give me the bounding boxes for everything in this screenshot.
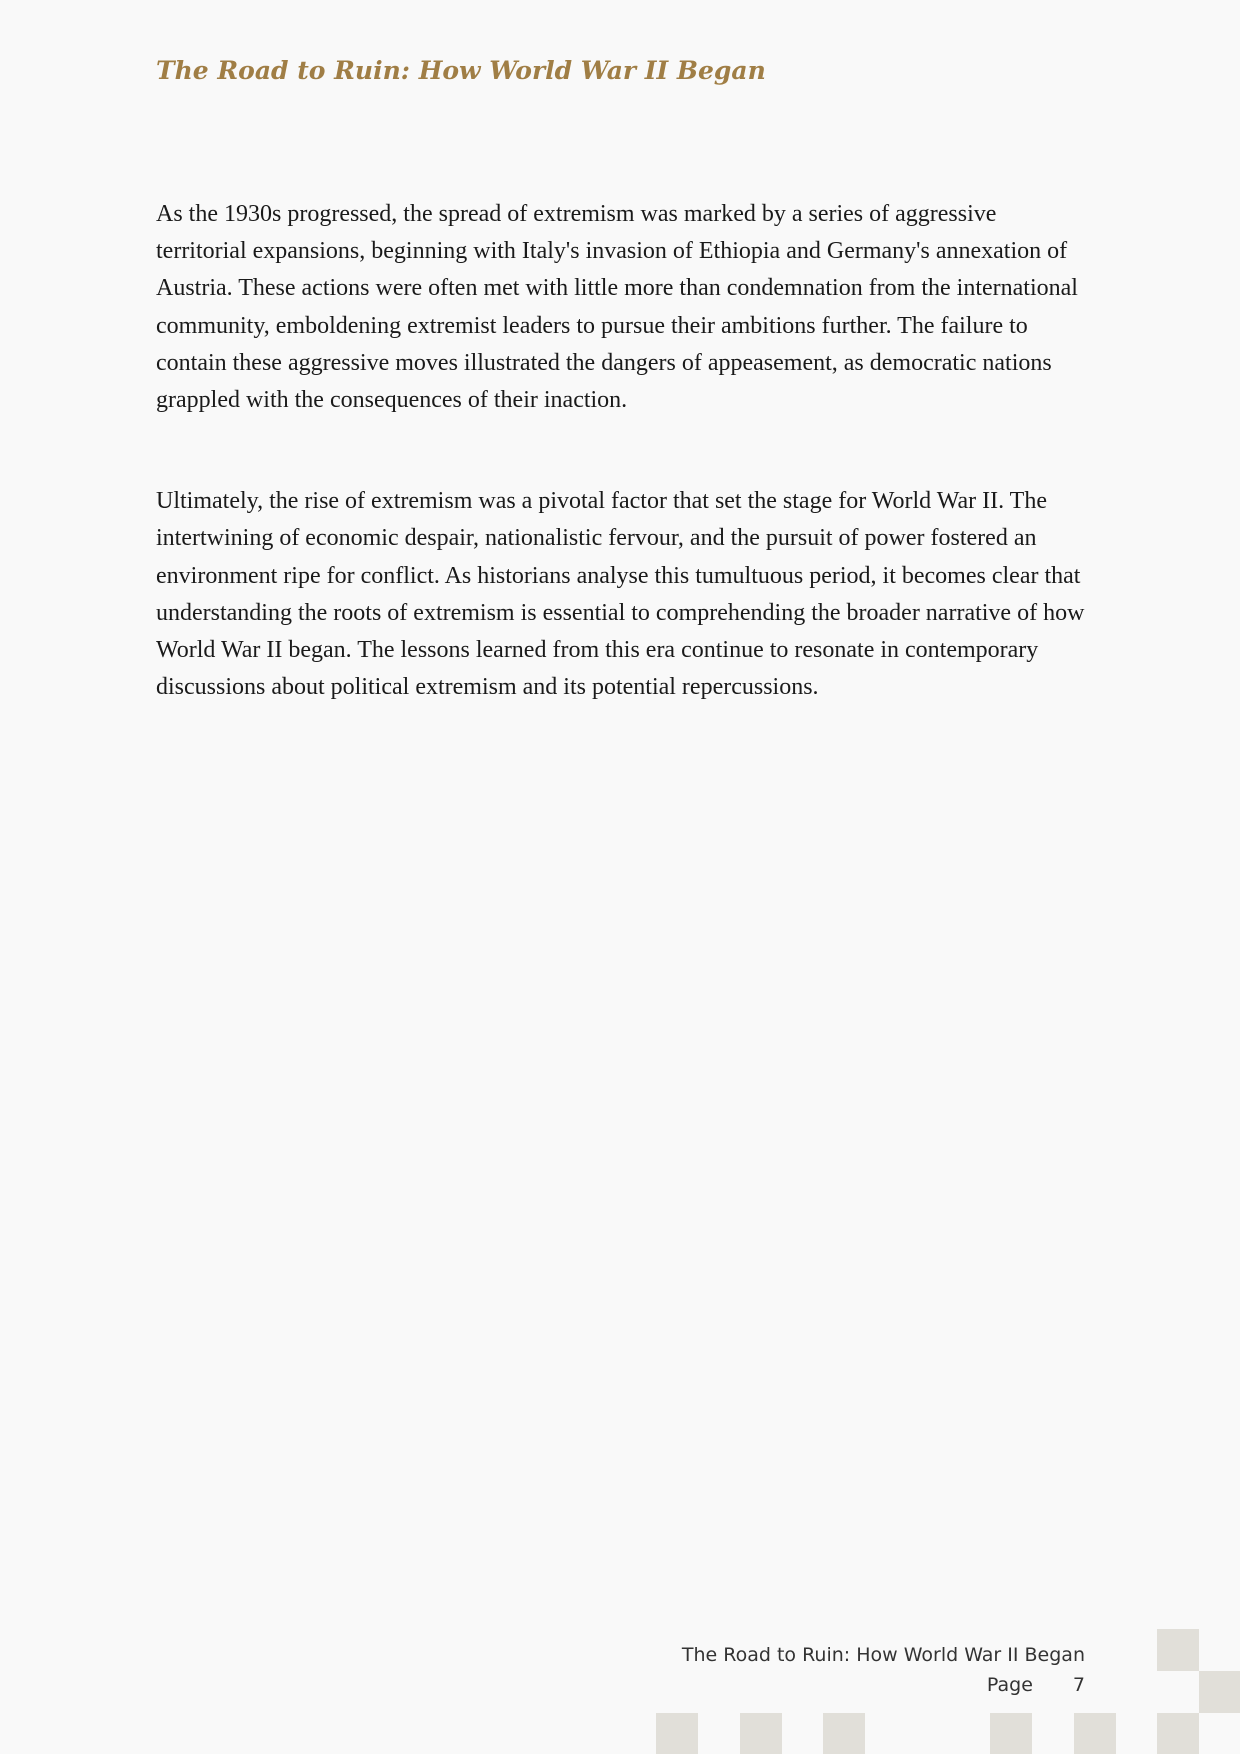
decor-square bbox=[1074, 1713, 1116, 1754]
running-header-title: The Road to Ruin: How World War II Began bbox=[156, 56, 766, 85]
decor-square bbox=[1157, 1629, 1199, 1671]
decor-square bbox=[656, 1713, 698, 1754]
body-paragraph-2: Ultimately, the rise of extremism was a pivotal factor that set the stage for World War II. The intertwining of economic despair, nationalistic fervour, and the pursuit of power fostered an environment ripe for conflict. As historians analyse this tumultuous period, it becomes clear that understanding the roots of extremism is essential to comprehending the broader narrative of how World War II began. The lessons learned from this era continue to resonate in contemporary discussions about political extremism and its potential repercussions. bbox=[156, 488, 1085, 701]
document-body bbox=[156, 196, 1086, 770]
decor-square bbox=[990, 1713, 1032, 1754]
decor-square bbox=[1157, 1713, 1199, 1754]
footer-page-number: 7 bbox=[1072, 1674, 1085, 1696]
footer-page-line bbox=[682, 1670, 1085, 1700]
page-footer bbox=[682, 1640, 1085, 1700]
decor-square bbox=[823, 1713, 865, 1754]
decor-square bbox=[740, 1713, 782, 1754]
body-paragraph-1: As the 1930s progressed, the spread of extremism was marked by a series of aggressive territorial expansions, beginning with Italy's invasion of Ethiopia and Germany's annexation of Austria. These actions were often met with little more than condemnation from the international community, emboldening extremist leaders to pursue their ambitions further. The failure to contain these aggressive moves illustrated the dangers of appeasement, as democratic nations grappled with the consequences of their inaction. bbox=[156, 201, 1078, 414]
footer-title: The Road to Ruin: How World War II Began bbox=[681, 1644, 1085, 1666]
decor-square bbox=[1199, 1671, 1240, 1713]
footer-page-label: Page bbox=[986, 1674, 1033, 1696]
